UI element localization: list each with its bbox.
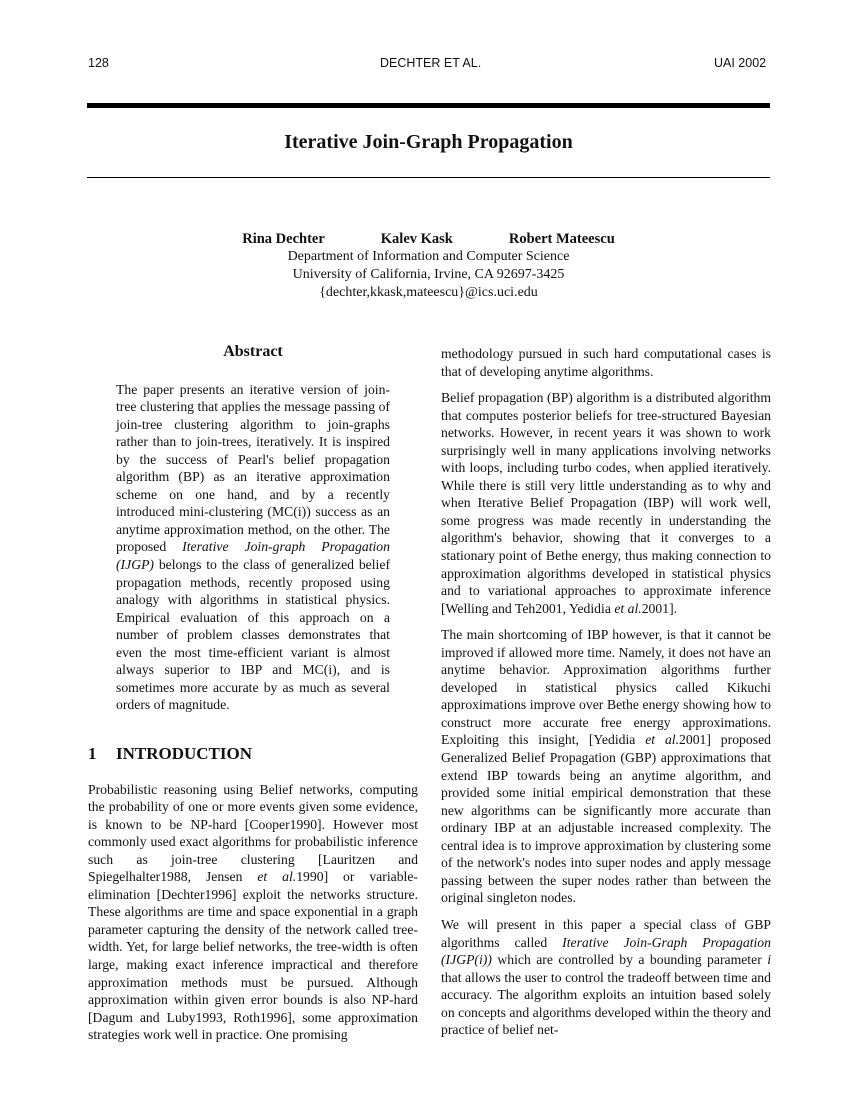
paragraph: Probabilistic reasoning using Belief networks, computing the probability of one or more events given some evidence, is known to be NP-hard [Cooper1990]. However most commonly used exact algorithms for probabilistic inference such as join-tree clustering [Lauritzen and Spiegelhalter1988, Jensen et al.1990] or variable-elimination [Dechter1996] exploit the networks structure. These algorithms are time and space exponential in a graph parameter capturing the density of the network called tree-width. Yet, for large belief networks, the tree-width is often large, making exact inference impractical and therefore approximation methods must be pursued. Although approximation within given error bounds is also NP-hard [Dagum and Luby1993, Roth1996], some approximation strategies work well in practice. One promising (88, 781, 418, 1043)
section-number: 1 (88, 744, 97, 763)
author-names (87, 230, 770, 248)
paragraph: The main shortcoming of IBP however, is that it cannot be improved if allowed more time. Namely, it does not have an anytime behavior. Approximation algorithms further developed in statistical physics called Kikuchi approximations improve over Bethe energy showing how to construct more accurate free energy approximations. Exploiting this insight, [Yedidia et al.2001] proposed Generalized Belief Propagation (GBP) approximations that extend IBP towards being an anytime algorithm, and provided some initial empirical demonstration that these new algorithms can be significantly more accurate than ordinary IBP at an adjustable increased complexity. The central idea is to improve approximation by clustering some of the network's nodes into super nodes and apply message passing between the super nodes rather than between the original singleton nodes. (441, 627, 771, 906)
author-name: Kalev Kask (380, 231, 453, 247)
affiliation-line: University of California, Irvine, CA 92697-3425 (292, 267, 565, 282)
paragraph: Belief propagation (BP) algorithm is a distributed algorithm that computes posterior beliefs for tree-structured Bayesian networks. However, in recent years it was shown to work surprisingly well in many applications involving networks with loops, including turbo codes, when applied iteratively. While there is still very little understanding as to why and when Iterative Belief Propagation (IBP) will work well, some progress was made recently in understanding the algorithm's behavior, showing that it converges to a stationary point of Bethe energy, thus making connection to approximation algorithms developed in statistical physics and to variational approaches to approximate inference [Welling and Teh2001, Yedidia et al.2001]. (441, 390, 771, 616)
right-column (441, 345, 771, 1039)
paragraph: We will present in this paper a special class of GBP algorithms called Iterative Join-Graph Propagation (IJGP(i)) which are controlled by a bounding parameter i that allows the user to control the tradeoff between time and accuracy. The algorithm exploits an intuition based solely on concepts and algorithms developed within the theory and practice of belief net- (441, 916, 771, 1038)
author-email: {dechter,kkask,mateescu}@ics.uci.edu (319, 285, 538, 300)
author-name: Rina Dechter (242, 231, 325, 247)
title-rule (87, 177, 770, 178)
author-name: Robert Mateescu (508, 231, 615, 247)
section-heading (88, 745, 418, 763)
section-title: INTRODUCTION (116, 744, 253, 763)
affiliation-line: Department of Information and Computer Science (287, 249, 570, 264)
abstract-section (116, 343, 390, 714)
paragraph: methodology pursued in such hard computational cases is that of developing anytime algorithms. (441, 346, 771, 379)
page-number: 128 (88, 56, 109, 70)
abstract-heading: Abstract (223, 343, 283, 360)
venue-label: UAI 2002 (714, 56, 767, 70)
paper-title: Iterative Join-Graph Propagation (284, 131, 573, 153)
introduction-section (88, 745, 418, 1044)
top-rule (87, 103, 770, 108)
author-block (87, 230, 770, 302)
running-title: DECHTER ET AL. (380, 56, 482, 70)
abstract-text: The paper presents an iterative version of join-tree clustering that applies the message passing of join-tree clustering algorithm to join-graphs rather than to join-trees, iteratively. It is inspired by the success of Pearl's belief propagation algorithm (BP) as an iterative approximation scheme on one hand, and by a recently introduced mini-clustering (MC(i)) success as an anytime approximation method, on the other. The proposed Iterative Join-graph Propagation (IJGP) belongs to the class of generalized belief propagation methods, recently proposed using analogy with algorithms in statistical physics. Empirical evaluation of this approach on a number of problem classes demonstrates that even the most time-efficient variant is almost always superior to IBP and MC(i), and is sometimes more accurate by as much as several orders of magnitude. (116, 381, 390, 713)
